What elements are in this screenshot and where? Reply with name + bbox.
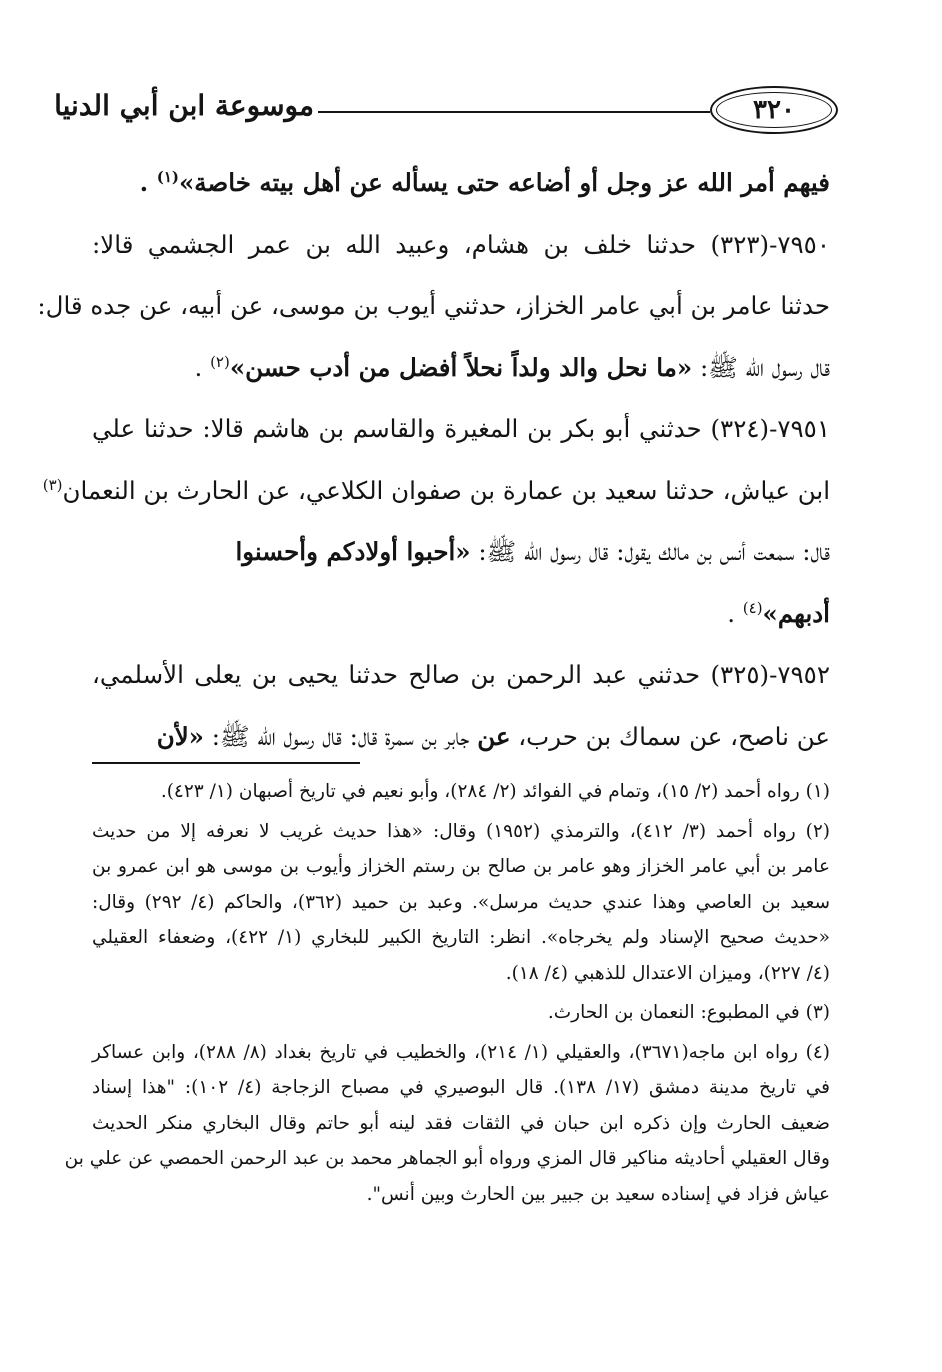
main-text xyxy=(37,152,830,767)
footnote-2-line: سعيد بن العاصي وهذا عندي حديث مرسل». وعبد بن حميد (٣٦٢)، والحاكم (٤/ ٢٩٢) وقال: xyxy=(92,891,830,913)
page-number-oval xyxy=(710,86,838,134)
footnote-ref: (١) xyxy=(156,167,179,186)
footnote-4-line: عياش فزاد في إسناده سعيد بن جبير بين الحارث وبين أنس". xyxy=(366,1183,830,1205)
footnote-2: (٢) رواه أحمد (٣/ ٤١٢)، والترمذي (١٩٥٢) وقال: «هذا حديث غريب لا نعرفه إلا من حديث xyxy=(92,820,830,842)
hadith-quote: «لأن xyxy=(156,721,204,751)
footnote-4-line: وقال العقيلي أحاديثه مناكير قال المزي ورواه أبو الجماهر محمد بن عبد الرحمن الحمصي عن علي بن xyxy=(64,1148,830,1169)
hadith-quote: «ما نحل والد ولداً نحلاً أفضل من أدب حسن» xyxy=(229,352,693,382)
footnote-ref: (٤) xyxy=(742,598,763,617)
text-span: . xyxy=(194,352,211,382)
hadith-quote: أدبهم» xyxy=(762,598,830,628)
text-line xyxy=(92,521,830,583)
footnote-separator xyxy=(92,762,360,764)
text-line xyxy=(92,706,830,768)
text-span: قال: سمعت أنس بن مالك يقول: قال رسول الله ﷺ: xyxy=(470,537,830,566)
footnote-2-line: عامر بن أبي عامر الخزاز وهو عامر بن صالح بن رستم الخزاز وأيوب بن موسى هو ابن عمرو بن xyxy=(92,856,830,877)
text-line: حدثنا عامر بن أبي عامر الخزاز، حدثني أيوب بن موسى، عن أبيه، عن جده قال: xyxy=(37,291,830,320)
footnote-ref: (٣) xyxy=(42,475,63,494)
footnote-2-line: (٤/ ٢٢٧)، وميزان الاعتدال للذهبي (٤/ ١٨). xyxy=(505,962,830,984)
hadith-7951-line: ٧٩٥١-(٣٢٤) حدثني أبو بكر بن المغيرة والقاسم بن هاشم قالا: حدثنا علي xyxy=(92,414,830,443)
text-line xyxy=(42,460,830,522)
footnote-3: (٣) في المطبوع: النعمان بن الحارث. xyxy=(547,1002,830,1023)
footnotes xyxy=(64,774,831,1212)
text-span: . xyxy=(139,168,157,197)
hadith-7950-line: ٧٩٥٠-(٣٢٣) حدثنا خلف بن هشام، وعبيد الله بن عمر الجشمي قالا: xyxy=(92,229,830,259)
running-header xyxy=(54,84,838,140)
text-line xyxy=(92,583,830,645)
text-span: عن ناصح، عن سماك بن حرب، xyxy=(510,721,830,751)
text-span: قال رسول الله ﷺ: xyxy=(692,352,830,382)
header-rule xyxy=(318,111,710,113)
footnote-4: (٤) رواه ابن ماجه(٣٦٧١)، والعقيلي (١/ ٢١٤)، والخطيب في تاريخ بغداد (٨/ ٢٨٨)، وابن عساكر xyxy=(92,1041,831,1063)
text-line xyxy=(92,152,830,214)
hadith-7952-line: ٧٩٥٢-(٣٢٥) حدثني عبد الرحمن بن صالح حدثنا يحيى بن يعلى الأسلمي، xyxy=(92,660,830,689)
footnote-1: (١) رواه أحمد (٢/ ١٥)، وتمام في الفوائد (٢/ ٢٨٤)، وأبو نعيم في تاريخ أصبهان (١/ ٤٢٣). xyxy=(160,781,830,802)
footnote-4-line: في تاريخ مدينة دمشق (١٧/ ١٣٨). قال البوصيري في مصباح الزجاجة (٤/ ١٠٢): "هذا إسناد xyxy=(92,1077,830,1098)
book-title: موسوعة ابن أبي الدنيا xyxy=(54,89,314,122)
footnote-2-line: «حديث صحيح الإسناد ولم يخرجاه». انظر: التاريخ الكبير للبخاري (١/ ٤٢٢)، وضعفاء العقيلي xyxy=(92,927,830,948)
text-span: فيهم أمر الله عز وجل أو أضاعه حتى يسأله عن أهل بيته خاصة» xyxy=(178,168,830,197)
footnote-ref: (٢) xyxy=(210,352,230,371)
text-span: عن xyxy=(477,721,511,751)
text-span: . xyxy=(727,598,743,628)
hadith-quote: «أحبوا أولادكم وأحسنوا xyxy=(235,537,471,566)
footnote-4-line: ضعيف الحارث وإن ذكره ابن حبان في الثقات فقد لينه أبو حاتم وقال البخاري منكر الحديث xyxy=(92,1112,830,1134)
text-span: ابن عياش، حدثنا سعيد بن عمارة بن صفوان الكلاعي، عن الحارث بن النعمان xyxy=(62,475,830,505)
page-number: ٣٢٠ xyxy=(753,95,795,125)
text-line xyxy=(92,337,830,399)
text-span: جابر بن سمرة قال: قال رسول الله ﷺ: xyxy=(203,721,478,751)
